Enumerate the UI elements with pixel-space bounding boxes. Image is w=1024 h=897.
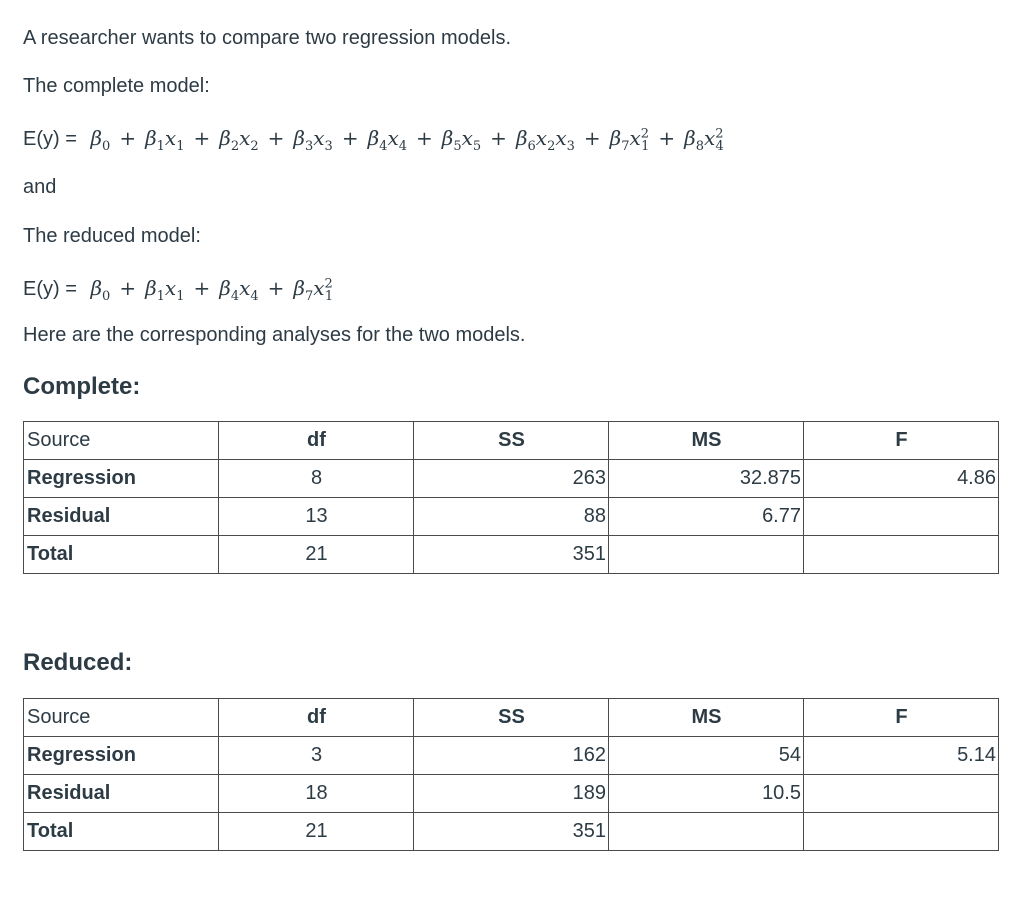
table-row xyxy=(24,536,999,574)
reduced-heading: Reduced: xyxy=(23,649,133,676)
table-row xyxy=(24,737,999,775)
complete-heading: Complete: xyxy=(23,373,141,400)
row-df: 3 xyxy=(219,737,414,775)
table-row xyxy=(24,498,999,536)
row-ms: 10.5 xyxy=(609,775,804,813)
row-ms: 6.77 xyxy=(609,498,804,536)
row-source: Regression xyxy=(24,460,219,498)
header-ss: SS xyxy=(414,422,609,460)
table-row xyxy=(24,813,999,851)
row-ss: 351 xyxy=(414,536,609,574)
row-f: 5.14 xyxy=(804,737,999,775)
table-header-row xyxy=(24,422,999,460)
header-ms: MS xyxy=(609,699,804,737)
row-f xyxy=(804,813,999,851)
table-row xyxy=(24,775,999,813)
row-df: 21 xyxy=(219,536,414,574)
intro-text: A researcher wants to compare two regression models. xyxy=(23,27,511,49)
reduced-equation-lhs: E(y) = xyxy=(23,277,77,300)
table-header-row xyxy=(24,699,999,737)
header-df: df xyxy=(219,422,414,460)
complete-model-label: The complete model: xyxy=(23,75,210,97)
row-ss: 189 xyxy=(414,775,609,813)
header-f: F xyxy=(804,699,999,737)
row-ss: 88 xyxy=(414,498,609,536)
row-df: 21 xyxy=(219,813,414,851)
row-ms xyxy=(609,813,804,851)
row-source: Regression xyxy=(24,737,219,775)
row-source: Total xyxy=(24,536,219,574)
complete-equation-lhs: E(y) = xyxy=(23,127,77,150)
analyses-text: Here are the corresponding analyses for the two models. xyxy=(23,324,526,346)
row-f: 4.86 xyxy=(804,460,999,498)
header-ms: MS xyxy=(609,422,804,460)
row-ss: 351 xyxy=(414,813,609,851)
row-source: Residual xyxy=(24,775,219,813)
row-ms xyxy=(609,536,804,574)
complete-equation-math: $\beta_0 + \beta_1x_1 + \beta_2x_2 + \beta_3x_3 + \beta_4x_4 + \beta_5x_5 + \beta_6x_2x_3 + \beta_7x^2_1 + \beta_8x^2_4$ xyxy=(90,125,724,154)
row-f xyxy=(804,775,999,813)
row-source: Total xyxy=(24,813,219,851)
table-row xyxy=(24,460,999,498)
row-f xyxy=(804,498,999,536)
header-source: Source xyxy=(24,699,219,737)
row-df: 13 xyxy=(219,498,414,536)
row-ms: 32.875 xyxy=(609,460,804,498)
reduced-model-label: The reduced model: xyxy=(23,225,201,247)
header-ss: SS xyxy=(414,699,609,737)
row-f xyxy=(804,536,999,574)
header-source: Source xyxy=(24,422,219,460)
header-f: F xyxy=(804,422,999,460)
header-df: df xyxy=(219,699,414,737)
row-ms: 54 xyxy=(609,737,804,775)
reduced-equation-math: $\beta_0 + \beta_1x_1 + \beta_4x_4 + \beta_7x^2_1$ xyxy=(90,275,334,304)
reduced-model-equation xyxy=(23,272,333,309)
reduced-anova-table xyxy=(23,698,999,851)
row-ss: 162 xyxy=(414,737,609,775)
row-ss: 263 xyxy=(414,460,609,498)
complete-anova-table xyxy=(23,421,999,574)
and-text: and xyxy=(23,176,57,198)
row-df: 8 xyxy=(219,460,414,498)
row-df: 18 xyxy=(219,775,414,813)
row-source: Residual xyxy=(24,498,219,536)
complete-model-equation xyxy=(23,122,724,159)
